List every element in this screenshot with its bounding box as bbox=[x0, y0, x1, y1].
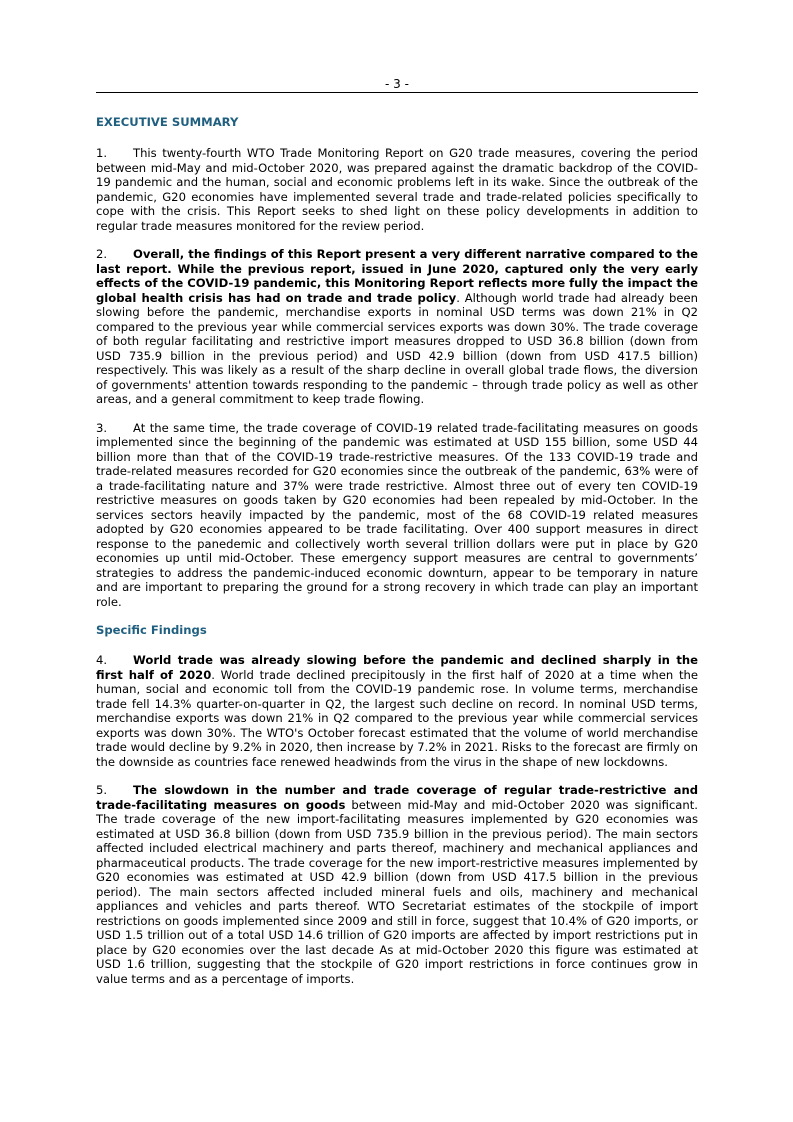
paragraph-lead: The slowdown in the number and trade coverage of regular trade-restrictive and trade-facilitating measures on goods bbox=[96, 783, 698, 812]
header-rule bbox=[96, 92, 698, 93]
paragraph-text: . World trade declined precipitously in the first half of 2020 at a time when the human, social and economic toll from the COVID-19 pandemic rose. In volume terms, merchandise trade fell 14.3% quarter-on-quarter in Q2, the largest such decline on record. In nominal USD terms, merchandise exports was down 21% in Q2 compared to the previous year while commercial services exports was down 30%. The WTO's October forecast estimated that the volume of world merchandise trade would decline by 9.2% in 2020, then increase by 7.2% in 2021. Risks to the forecast are firmly on the downside as countries face renewed headwinds from the virus in the shape of new lockdowns. bbox=[96, 667, 698, 769]
paragraph-3 bbox=[96, 421, 698, 610]
specific-findings-heading: Specific Findings bbox=[96, 623, 207, 637]
paragraph-1 bbox=[96, 146, 698, 233]
paragraph-5 bbox=[96, 783, 698, 986]
paragraph-text: At the same time, the trade coverage of COVID-19 related trade-facilitating measures on goods implemented since the beginning of the pandemic was estimated at USD 155 billion, some USD 44 billion more than that of the COVID-19 trade-restrictive measures. Of the 133 COVID-19 trade and trade-related measures recorded for G20 economies since the outbreak of the pandemic, 63% were of a trade-facilitating nature and 37% were trade restrictive. Almost three out of every ten COVID-19 restrictive measures on goods taken by G20 economies had been repealed by mid-October. In the services sectors heavily impacted by the pandemic, most of the 68 COVID-19 related measures adopted by G20 economies appeared to be trade facilitating. Over 400 support measures in direct response to the panedemic and collectively worth several trillion dollars were put in place by G20 economies up until mid-October. These emergency support measures are central to governments’ strategies to address the pandemic-induced economic downturn, appear to be temporary in nature and are important to preparing the ground for a strong recovery in which trade can play an important role. bbox=[96, 420, 698, 609]
document-page bbox=[96, 77, 698, 986]
paragraph-4 bbox=[96, 653, 698, 769]
paragraph-text: between mid-May and mid-October 2020 was significant. The trade coverage of the new import-facilitating measures implemented by G20 economies was estimated at USD 36.8 billion (down from USD 735.9 billion in the previous period). The main sectors affected included electrical machinery and parts thereof, machinery and mechanical appliances and pharmaceutical products. The trade coverage for the new import-restrictive measures implemented by G20 economies was estimated at USD 42.9 billion (down from USD 417.5 billion in the previous period). The main sectors affected included mineral fuels and oils, machinery and mechanical appliances and vehicles and parts thereof. WTO Secretariat estimates of the stockpile of import restrictions on goods implemented since 2009 and still in force, suggest that 10.4% of G20 imports, or USD 1.5 trillion out of a total USD 14.6 trillion of G20 imports are affected by import restrictions put in place by G20 economies over the last decade As at mid-October 2020 this figure was estimated at USD 1.6 trillion, suggesting that the stockpile of G20 import restrictions in force continues grow in value terms and as a percentage of imports. bbox=[96, 797, 698, 986]
paragraph-number: 2. bbox=[96, 247, 108, 261]
executive-summary-heading: EXECUTIVE SUMMARY bbox=[96, 115, 239, 129]
paragraph-number: 1. bbox=[96, 146, 108, 160]
paragraph-lead: World trade was already slowing before the pandemic and declined sharply in the first half of 2020 bbox=[96, 653, 698, 682]
paragraph-number: 4. bbox=[96, 653, 108, 667]
paragraph-text: . Although world trade had already been slowing before the pandemic, merchandise exports in nominal USD terms was down 21% in Q2 compared to the previous year while commercial services exports was down 30%. The trade coverage of both regular facilitating and restrictive import measures dropped to USD 36.8 billion (down from USD 735.9 billion in the previous period) and USD 42.9 billion (down from USD 417.5 billion) respectively. This was likely as a result of the sharp decline in overall global trade flows, the diversion of governments' attention towards responding to the pandemic – through trade policy as well as other areas, and a general commitment to keep trade flowing. bbox=[96, 290, 699, 406]
paragraph-number: 5. bbox=[96, 783, 108, 797]
paragraph-number: 3. bbox=[96, 420, 108, 435]
page-number: - 3 - bbox=[385, 77, 409, 91]
paragraph-2 bbox=[96, 247, 698, 407]
paragraph-text: This twenty-fourth WTO Trade Monitoring Report on G20 trade measures, covering the period between mid-May and mid-October 2020, was prepared against the dramatic backdrop of the COVID-19 pandemic and the human, social and economic problems left in its wake. Since the outbreak of the pandemic, G20 economies have implemented several trade and trade-related policies specifically to cope with the crisis. This Report seeks to shed light on these policy developments in addition to regular trade measures monitored for the review period. bbox=[96, 146, 698, 233]
paragraph-lead: Overall, the findings of this Report present a very different narrative compared to the last report. While the previous report, issued in June 2020, captured only the very early effects of the COVID-19 pandemic, this Monitoring Report reflects more fully the impact the global health crisis has had on trade and trade policy bbox=[96, 247, 698, 305]
